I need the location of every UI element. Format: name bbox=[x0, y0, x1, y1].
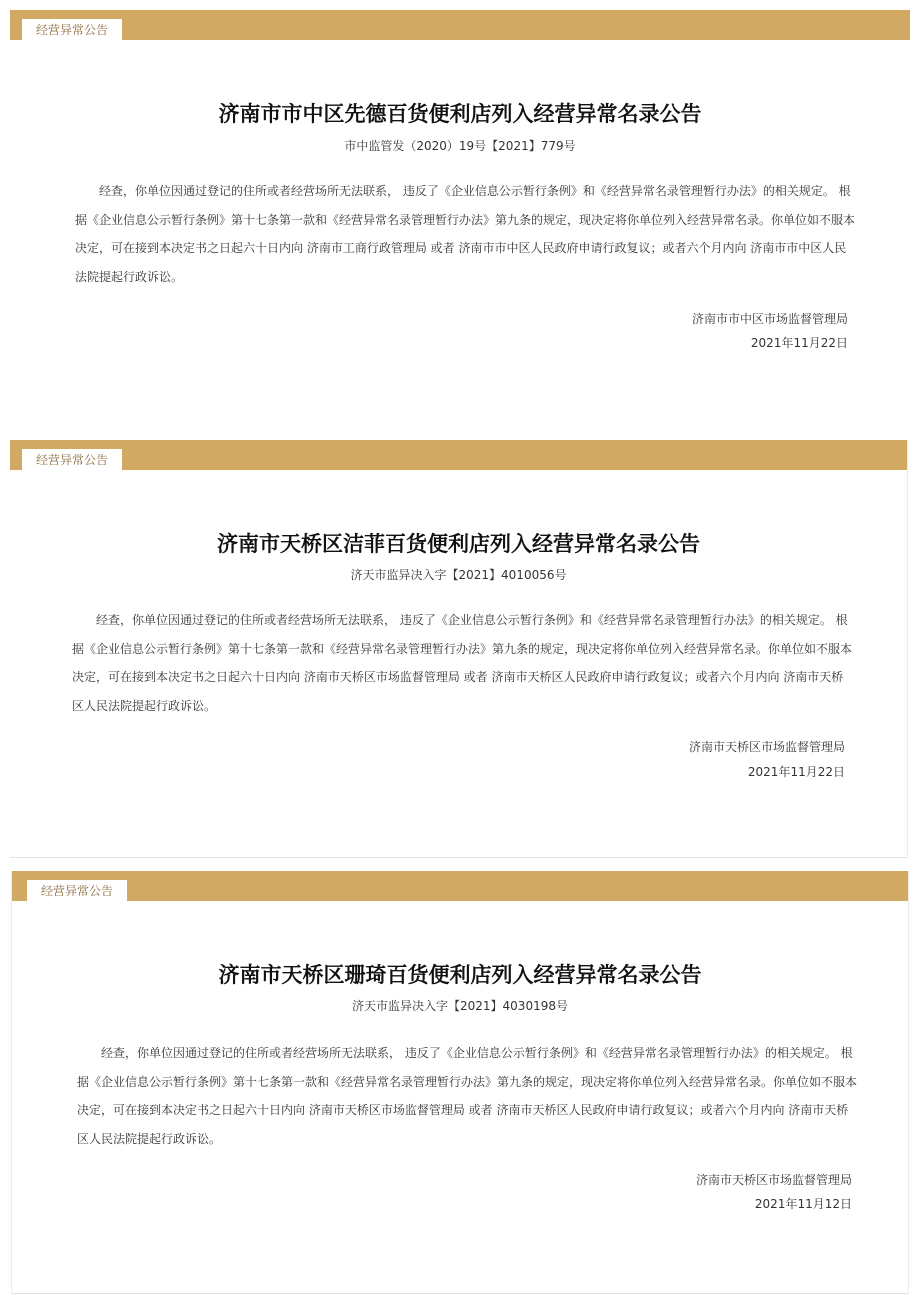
notice-document-number: 济天市监异决入字【2021】4030198号 bbox=[352, 999, 568, 1013]
notice-card bbox=[10, 440, 908, 858]
notice-title: 济南市天桥区珊琦百货便利店列入经营异常名录公告 bbox=[218, 963, 702, 987]
notice-date: 2021年11月12日 bbox=[754, 1197, 852, 1211]
notice-category-tab[interactable]: 经营异常公告 bbox=[27, 880, 127, 901]
notice-document-number: 济天市监异决入字【2021】4010056号 bbox=[350, 568, 567, 582]
notice-body-text: 经查，你单位因通过登记的住所或者经营场所无法联系， 违反了《企业信息公示暂行条例》和《经营异常名录管理暂行办法》的相关规定。 根据《企业信息公示暂行条例》第十七条第一款和《经营异常名录管理暂行办法》第九条的规定，现决定将你单位列入经营异常名录。你单位如不服本决定，可在接到本决定书之日起六十日内向 济南市工商行政管理局 或者 济南市市中区人民政府申请行政复议；或者六个月内向 济南市市中区人民法院提起行政诉讼。 bbox=[75, 184, 856, 284]
notice-date: 2021年11月22日 bbox=[747, 765, 845, 779]
notice-header-band bbox=[10, 10, 910, 40]
notice-document-number: 市中监管发（2020）19号【2021】779号 bbox=[344, 139, 576, 153]
notice-body-text: 经查，你单位因通过登记的住所或者经营场所无法联系， 违反了《企业信息公示暂行条例》和《经营异常名录管理暂行办法》的相关规定。 根据《企业信息公示暂行条例》第十七条第一款和《经营异常名录管理暂行办法》第九条的规定，现决定将你单位列入经营异常名录。你单位如不服本决定，可在接到本决定书之日起六十日内向 济南市天桥区市场监督管理局 或者 济南市天桥区人民政府申请行政复议；或者六个月内向 济南市天桥区人民法院提起行政诉讼。 bbox=[72, 613, 853, 713]
notice-issuing-authority: 济南市天桥区市场监督管理局 bbox=[695, 1173, 852, 1187]
notice-date: 2021年11月22日 bbox=[750, 336, 848, 350]
notice-card bbox=[11, 871, 909, 1294]
notice-title: 济南市市中区先德百货便利店列入经营异常名录公告 bbox=[218, 102, 702, 126]
notice-issuing-authority: 济南市市中区市场监督管理局 bbox=[691, 312, 848, 326]
notice-card bbox=[10, 10, 910, 420]
notice-header-band bbox=[10, 440, 907, 470]
notice-category-tab[interactable]: 经营异常公告 bbox=[22, 449, 122, 470]
notice-title: 济南市天桥区洁菲百货便利店列入经营异常名录公告 bbox=[217, 532, 700, 556]
notice-header-band bbox=[12, 871, 908, 901]
notice-body-text: 经查，你单位因通过登记的住所或者经营场所无法联系， 违反了《企业信息公示暂行条例》和《经营异常名录管理暂行办法》的相关规定。 根据《企业信息公示暂行条例》第十七条第一款和《经营异常名录管理暂行办法》第九条的规定，现决定将你单位列入经营异常名录。你单位如不服本决定，可在接到本决定书之日起六十日内向 济南市天桥区市场监督管理局 或者 济南市天桥区人民政府申请行政复议；或者六个月内向 济南市天桥区人民法院提起行政诉讼。 bbox=[77, 1046, 858, 1146]
notice-category-tab[interactable]: 经营异常公告 bbox=[22, 19, 122, 40]
notice-issuing-authority: 济南市天桥区市场监督管理局 bbox=[688, 740, 845, 754]
